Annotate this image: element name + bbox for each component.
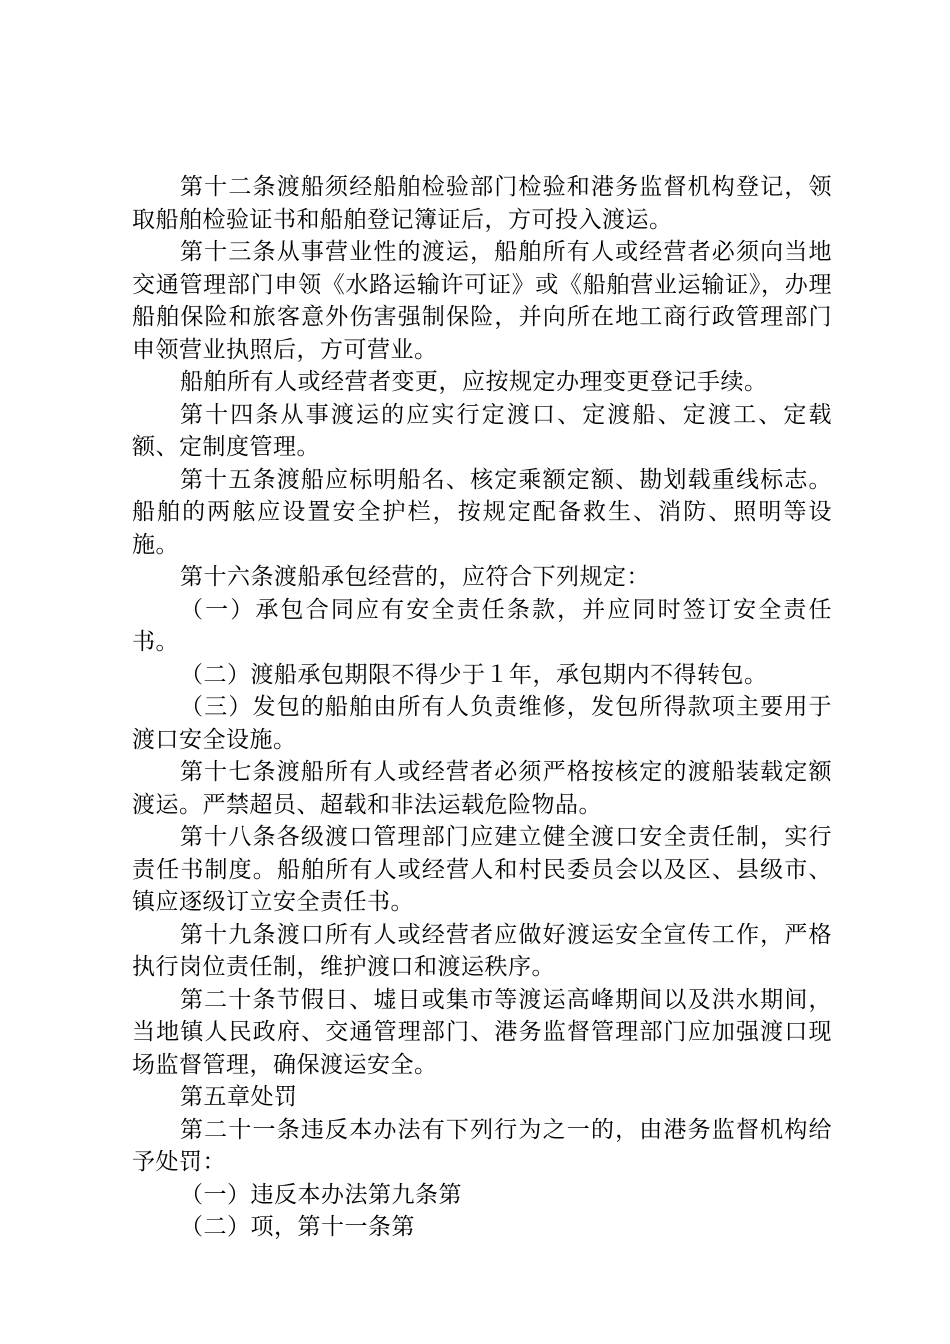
paragraph-article-12: 第十二条渡船须经船舶检验部门检验和港务监督机构登记，领取船舶检验证书和船舶登记簿证后，方可投入渡运。 bbox=[132, 174, 832, 233]
paragraph-article-18: 第十八条各级渡口管理部门应建立健全渡口安全责任制，实行责任书制度。船舶所有人或经营人和村民委员会以及区、县级市、镇应逐级订立安全责任书。 bbox=[132, 824, 832, 915]
paragraph-article-21-item-1: （一）违反本办法第九条第 bbox=[180, 1181, 462, 1208]
paragraph-article-19: 第十九条渡口所有人或经营者应做好渡运安全宣传工作，严格执行岗位责任制，维护渡口和渡运秩序。 bbox=[132, 921, 832, 980]
paragraph-article-13: 第十三条从事营业性的渡运，船舶所有人或经营者必须向当地交通管理部门申领《水路运输许可证》或《船舶营业运输证》，办理船舶保险和旅客意外伤害强制保险，并向所在地工商行政管理部门申领营业执照后，方可营业。 bbox=[132, 239, 832, 363]
paragraph-article-21: 第二十一条违反本办法有下列行为之一的，由港务监督机构给予处罚： bbox=[132, 1116, 832, 1175]
paragraph-article-16: 第十六条渡船承包经营的，应符合下列规定： bbox=[180, 564, 650, 590]
paragraph-article-21-item-2: （二）项，第十一条第 bbox=[180, 1214, 415, 1240]
document-body bbox=[132, 171, 832, 1244]
paragraph-owner-change: 船舶所有人或经营者变更，应按规定办理变更登记手续。 bbox=[180, 369, 768, 395]
paragraph-article-20: 第二十条节假日、墟日或集市等渡运高峰期间以及洪水期间，当地镇人民政府、交通管理部门、港务监督管理部门应加强渡口现场监督管理，确保渡运安全。 bbox=[132, 986, 832, 1078]
chapter-heading-5: 第五章处罚 bbox=[180, 1084, 298, 1110]
paragraph-article-15: 第十五条渡船应标明船名、核定乘额定额、勘划载重线标志。船舶的两舷应设置安全护栏，按规定配备救生、消防、照明等设施。 bbox=[132, 466, 832, 558]
paragraph-article-16-item-1: （一）承包合同应有安全责任条款，并应同时签订安全责任书。 bbox=[132, 596, 832, 655]
paragraph-article-17: 第十七条渡船所有人或经营者必须严格按核定的渡船装载定额渡运。严禁超员、超载和非法运载危险物品。 bbox=[132, 759, 832, 818]
paragraph-article-16-item-2: （二）渡船承包期限不得少于１年，承包期内不得转包。 bbox=[180, 661, 768, 688]
paragraph-article-14: 第十四条从事渡运的应实行定渡口、定渡船、定渡工、定载额、定制度管理。 bbox=[132, 401, 832, 460]
paragraph-article-16-item-3: （三）发包的船舶由所有人负责维修，发包所得款项主要用于渡口安全设施。 bbox=[132, 694, 832, 753]
